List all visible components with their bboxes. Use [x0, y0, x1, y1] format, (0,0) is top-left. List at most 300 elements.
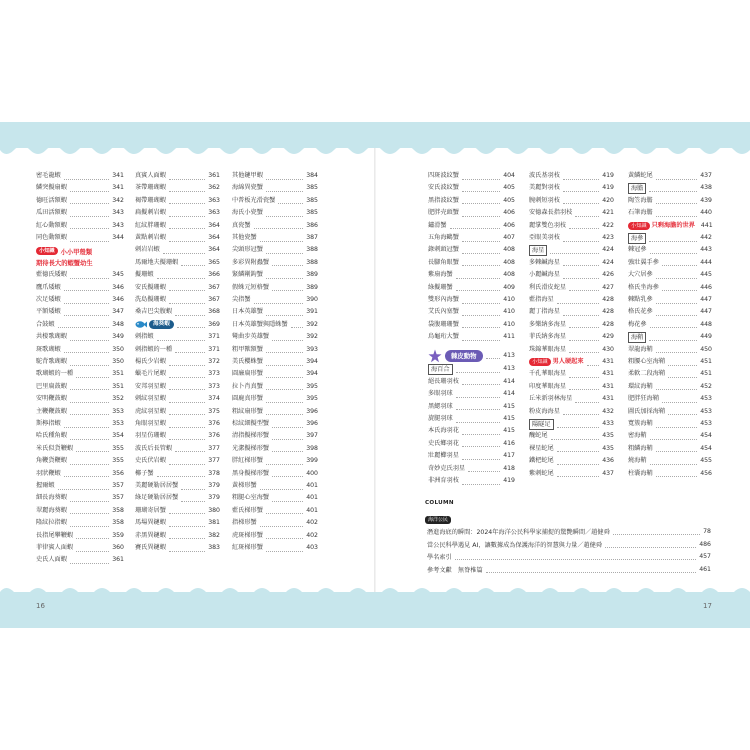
knowledge-section	[36, 245, 92, 257]
leader-dots	[169, 520, 205, 527]
entry-page: 364	[208, 221, 220, 229]
leader-dots	[260, 235, 303, 242]
index-entry	[529, 406, 614, 418]
leader-dots	[175, 445, 205, 452]
index-entry	[232, 182, 318, 194]
leader-dots	[169, 532, 205, 539]
index-entry	[135, 418, 220, 430]
leader-dots	[266, 359, 303, 366]
index-entry	[36, 443, 124, 455]
entry-name: 角鞭貨鞭蝦	[36, 457, 67, 465]
entry-name: 角眼羽星蝦	[135, 420, 166, 427]
entry-page: 420	[602, 196, 614, 204]
entry-name: 錄刺頭冠蟹	[428, 246, 459, 254]
entry-page: 431	[602, 395, 614, 403]
leader-dots	[266, 247, 303, 254]
entry-name: 旋腿羽球	[428, 415, 453, 423]
entry-name: 光潔擬梯形蟹	[232, 444, 270, 452]
index-entry	[529, 381, 614, 393]
entry-page: 435	[602, 444, 614, 452]
index-entry	[135, 480, 220, 492]
entry-name: 瓜田活額蝦	[36, 209, 67, 217]
leader-dots	[569, 371, 599, 378]
leader-dots	[266, 173, 303, 180]
page-number-left: 16	[36, 602, 45, 610]
entry-name: 五角海鷗蟹	[428, 234, 459, 241]
entry-page: 428	[602, 296, 614, 303]
entry-name: 粗腰心室海鞘	[628, 358, 666, 365]
entry-name: 棘點乳參	[628, 296, 653, 303]
entry-name: 圓鹿真形蟹	[232, 395, 263, 403]
entry-page: 435	[602, 432, 614, 440]
leader-dots	[563, 408, 599, 415]
leader-dots	[58, 321, 110, 328]
leader-dots	[272, 445, 303, 452]
leader-dots	[70, 197, 109, 204]
entry-name: 粗紋扇形蟹	[232, 407, 263, 415]
leader-dots	[70, 210, 109, 217]
leader-dots	[70, 272, 109, 279]
entry-page: 382	[208, 531, 220, 539]
entry-page: 415	[503, 415, 515, 423]
leader-dots	[563, 197, 599, 204]
leader-dots	[157, 272, 206, 279]
category-entry	[529, 244, 614, 256]
leader-dots	[575, 396, 599, 403]
entry-page: 416	[503, 439, 515, 447]
leader-dots	[266, 210, 303, 217]
leader-dots	[70, 383, 109, 390]
entry-name: 刺指蝦的一種	[135, 345, 173, 353]
index-entry	[135, 282, 220, 294]
leader-dots	[76, 545, 109, 552]
entry-page: 408	[503, 246, 515, 254]
leader-dots	[455, 553, 696, 560]
index-entry	[628, 294, 712, 306]
entry-name: 綠足硬勒居居蟹	[135, 494, 179, 502]
leader-dots	[70, 557, 109, 564]
entry-page: 455	[700, 457, 712, 465]
leader-dots	[70, 495, 109, 502]
leader-dots	[169, 458, 205, 465]
entry-name: 同色動額蝦	[36, 234, 67, 241]
entry-page: 343	[112, 209, 124, 217]
entry-name: 虎紋羽星蝦	[135, 407, 166, 415]
entry-page: 454	[700, 444, 712, 452]
leader-dots	[462, 378, 500, 385]
entry-page: 424	[602, 246, 614, 254]
entry-page: 453	[700, 407, 712, 415]
entry-name: 柱囊海鞘	[628, 469, 653, 477]
leader-dots	[181, 495, 205, 502]
entry-name: 尖頭形冠蟹	[232, 246, 263, 254]
entry-page: 445	[700, 271, 712, 279]
entry-page: 369	[208, 320, 220, 328]
index-entry	[428, 376, 515, 388]
leader-dots	[272, 421, 303, 428]
leader-dots	[254, 297, 304, 304]
entry-page: 413	[503, 365, 515, 373]
category-label: 海星	[529, 245, 547, 256]
entry-page: 396	[306, 420, 318, 427]
leader-dots	[64, 470, 109, 477]
index-entry	[428, 182, 515, 194]
leader-dots	[175, 309, 205, 316]
index-entry	[135, 257, 220, 269]
entry-page: 374	[208, 395, 220, 403]
entry-name: 其他瓷蟹	[232, 234, 257, 241]
leader-dots	[169, 197, 205, 204]
leader-dots	[662, 284, 697, 291]
leader-dots	[613, 528, 700, 535]
leader-dots	[181, 259, 205, 266]
entry-name: 德旺活額蝦	[36, 196, 67, 204]
index-entry	[135, 517, 220, 529]
entry-name: 藍氏梯形蟹	[232, 506, 263, 514]
fish-icon	[135, 320, 147, 329]
leader-dots	[557, 297, 599, 304]
entry-page: 377	[208, 444, 220, 452]
entry-page: 373	[208, 382, 220, 390]
column-entry	[427, 525, 711, 537]
leader-dots	[169, 545, 205, 552]
entry-name: 安邦羽星蝦	[135, 382, 166, 390]
entry-page: 401	[306, 482, 318, 489]
entry-page: 432	[602, 407, 614, 415]
entry-name: 紫扇海蟹	[428, 271, 453, 279]
leader-dots	[58, 483, 110, 490]
index-entry	[529, 294, 614, 306]
column-entry-text: 參考文獻 無脊椎篇	[427, 566, 483, 574]
entry-name: 美氏櫻蛛蟹	[232, 358, 263, 365]
index-entry	[628, 443, 712, 455]
index-entry	[232, 195, 318, 207]
entry-page: 428	[602, 308, 614, 316]
index-entry	[232, 331, 318, 343]
leader-dots	[169, 421, 205, 428]
leader-dots	[266, 346, 303, 353]
leader-dots	[563, 309, 599, 316]
entry-page: 342	[112, 196, 124, 204]
index-entry	[529, 430, 614, 442]
leader-dots	[462, 197, 500, 204]
leader-dots	[462, 428, 500, 435]
entry-page: 346	[112, 296, 124, 303]
entry-name: 多彩異附蟲蟹	[232, 258, 270, 266]
leader-dots	[462, 440, 500, 447]
leader-dots	[656, 173, 697, 180]
leader-dots	[266, 309, 303, 316]
index-entry	[428, 306, 515, 318]
leader-dots	[456, 272, 500, 279]
entry-page: 411	[503, 333, 515, 341]
entry-page: 388	[306, 246, 318, 254]
index-entry	[428, 232, 515, 244]
leader-dots	[462, 309, 500, 316]
leader-dots	[462, 478, 500, 485]
index-entry	[36, 195, 124, 207]
index-entry	[232, 480, 318, 492]
index-entry	[135, 381, 220, 393]
leader-dots	[563, 259, 599, 266]
index-entry	[36, 368, 124, 380]
index-entry	[232, 282, 318, 294]
entry-name: 烏龜珩大蟹	[428, 333, 459, 341]
entry-page: 453	[700, 420, 712, 427]
entry-page: 372	[208, 358, 220, 365]
leader-dots	[462, 247, 500, 254]
entry-name: 椰子蟹	[135, 469, 154, 477]
entry-name: 黃點刺岩蝦	[135, 234, 166, 241]
entry-page: 442	[700, 234, 712, 241]
index-entry	[135, 220, 220, 232]
entry-page: 447	[700, 308, 712, 316]
index-entry	[36, 530, 124, 542]
index-entry	[232, 418, 318, 430]
entry-page: 443	[700, 246, 712, 254]
index-entry	[428, 207, 515, 219]
entry-page: 447	[700, 296, 712, 303]
entry-name: 尖指蟹	[232, 296, 251, 303]
column-sub-label: 海洋公民	[425, 516, 451, 524]
entry-name: 安氏擬珊蝦	[135, 283, 166, 291]
index-entry	[628, 468, 712, 480]
index-entry	[628, 195, 712, 207]
entry-name: 非洲育羽枝	[428, 477, 459, 485]
leader-dots	[169, 433, 205, 440]
entry-name: 裸星蛇尾	[529, 444, 554, 452]
leader-dots	[456, 403, 500, 410]
leader-dots	[169, 210, 205, 217]
leader-dots	[169, 371, 205, 378]
entry-name: 米氏似貨鞭蝦	[36, 444, 74, 452]
entry-name: 洗島擬珊蝦	[135, 296, 166, 303]
leader-dots	[70, 235, 109, 242]
leader-dots	[272, 284, 303, 291]
leader-dots	[456, 366, 501, 373]
entry-page: 437	[700, 172, 712, 179]
entry-name: 細長海葵蝦	[36, 494, 67, 502]
leader-dots	[266, 532, 303, 539]
leader-dots	[550, 247, 599, 254]
entry-page: 351	[112, 382, 124, 390]
entry-name: 燒海鞘	[628, 457, 647, 465]
entry-page: 364	[208, 234, 220, 241]
entry-page: 361	[112, 556, 124, 564]
index-entry	[232, 443, 318, 455]
index-entry	[232, 542, 318, 554]
entry-name: 珊瑚寄居蟹	[135, 506, 166, 514]
leader-dots	[656, 470, 697, 477]
section-header-echinoderms	[428, 348, 515, 364]
leader-dots	[650, 247, 698, 254]
entry-name: 史氏人面蝦	[36, 556, 67, 564]
entry-name: 羽星仿珊蝦	[135, 432, 166, 440]
entry-page: 363	[208, 196, 220, 204]
index-entry	[428, 269, 515, 281]
index-entry	[36, 418, 124, 430]
book-gutter	[374, 148, 376, 592]
index-entry	[628, 244, 712, 256]
index-entry	[529, 257, 614, 269]
entry-page: 419	[602, 172, 614, 179]
leader-dots	[76, 445, 109, 452]
entry-page: 401	[306, 506, 318, 514]
entry-name: 綠擬珊蟹	[428, 283, 453, 291]
knowledge-title: 男人硬起來	[552, 358, 584, 365]
leader-dots	[157, 470, 206, 477]
index-entry	[628, 170, 712, 182]
leader-dots	[70, 222, 109, 229]
leader-dots	[169, 235, 205, 242]
leader-dots	[169, 507, 205, 514]
index-entry	[529, 331, 614, 343]
index-entry	[232, 207, 318, 219]
index-entry	[628, 406, 712, 418]
index-entry	[36, 269, 124, 281]
entry-page: 379	[208, 494, 220, 502]
entry-name: 日本英雄蟹與隱蛛蟹	[232, 320, 288, 328]
entry-page: 362	[208, 184, 220, 192]
leader-dots	[656, 210, 697, 217]
entry-page: 405	[503, 196, 515, 204]
category-label: 海膽	[628, 183, 646, 194]
index-entry	[36, 282, 124, 294]
index-entry	[232, 381, 318, 393]
entry-name: 桑吉巴尖腹蝦	[135, 308, 173, 316]
entry-page: 408	[503, 271, 515, 279]
entry-name: 駝背歌瑚蝦	[36, 358, 67, 365]
bottom-decor-band	[0, 592, 750, 628]
index-entry	[428, 438, 515, 450]
index-entry	[529, 344, 614, 356]
starfish-icon	[428, 349, 442, 363]
entry-page: 410	[503, 296, 515, 303]
entry-name: 安氏波紋蟹	[428, 184, 459, 192]
index-entry	[36, 505, 124, 517]
entry-name: 麗掌雙色羽枝	[529, 221, 567, 229]
entry-page: 367	[208, 283, 220, 291]
leader-dots	[575, 210, 599, 217]
entry-name: 奇妙克氏羽星	[428, 464, 466, 472]
leader-dots	[587, 359, 600, 366]
entry-name: 茶帶珊瑚蝦	[135, 184, 166, 192]
entry-name: 多棘鹹海星	[529, 258, 560, 266]
index-entry	[529, 368, 614, 380]
index-entry	[628, 455, 712, 467]
entry-name: 麗丁指海星	[529, 308, 560, 316]
index-entry	[36, 430, 124, 442]
entry-name: 丘米新羽林海星	[529, 395, 573, 403]
leader-dots	[605, 541, 696, 548]
index-entry	[36, 381, 124, 393]
leader-dots	[468, 465, 500, 472]
entry-page: 414	[503, 390, 515, 398]
leader-dots	[557, 458, 599, 465]
index-entry	[232, 530, 318, 542]
leader-dots	[266, 396, 303, 403]
index-entry	[232, 232, 318, 244]
entry-page: 408	[503, 258, 515, 266]
leader-dots	[169, 359, 205, 366]
index-entry	[232, 468, 318, 480]
index-entry	[529, 269, 614, 281]
leader-dots	[563, 185, 599, 192]
entry-page: 350	[112, 358, 124, 365]
entry-name: 中普板光滑瓷蟹	[232, 196, 276, 204]
leader-dots	[649, 235, 697, 242]
index-entry	[135, 170, 220, 182]
leader-dots	[662, 396, 697, 403]
index-entry	[36, 406, 124, 418]
leader-dots	[254, 222, 304, 229]
entry-page: 353	[112, 407, 124, 415]
column-entry-text: 學名索引	[427, 553, 452, 561]
index-entry	[135, 393, 220, 405]
leader-dots	[462, 210, 500, 217]
leader-dots	[70, 185, 109, 192]
entry-page: 389	[306, 283, 318, 291]
leader-dots	[650, 458, 698, 465]
entry-name: 菲氏納多海星	[529, 333, 567, 341]
entry-name: 黑指波紋蟹	[428, 196, 459, 204]
entry-page: 456	[700, 469, 712, 477]
entry-name: 翠麗海葵蝦	[36, 506, 67, 514]
entry-name: 史氏鄉羽花	[428, 439, 459, 447]
entry-page: 394	[306, 370, 318, 378]
entry-page: 358	[112, 506, 124, 514]
entry-page: 421	[602, 209, 614, 217]
entry-page: 419	[602, 184, 614, 192]
entry-name: 隆紋拉指蝦	[36, 519, 67, 527]
entry-name: 醜蛇尾	[529, 432, 548, 440]
index-entry	[232, 492, 318, 504]
leader-dots	[64, 284, 109, 291]
entry-page: 387	[306, 234, 318, 241]
entry-name: 格氏花參	[628, 308, 653, 316]
entry-name: 寬簇海鞘	[628, 420, 653, 427]
entry-name: 長指尾攀鞭蝦	[36, 531, 74, 539]
entry-page: 343	[112, 221, 124, 229]
column-entry	[427, 563, 711, 575]
entry-page: 341	[112, 184, 124, 192]
leader-dots	[569, 334, 599, 341]
index-entry	[428, 319, 515, 331]
category-entry	[428, 363, 515, 375]
entry-name: 本氏海羽花	[428, 427, 459, 435]
leader-dots	[266, 185, 303, 192]
entry-name: 史氏伏岩蝦	[135, 457, 166, 465]
knowledge-entry	[529, 356, 614, 368]
entry-page: 414	[503, 377, 515, 385]
entry-page: 360	[112, 544, 124, 551]
index-entry	[428, 195, 515, 207]
index-entry	[428, 475, 515, 487]
entry-page: 378	[208, 469, 220, 477]
index-entry	[232, 170, 318, 182]
index-entry	[135, 269, 220, 281]
entry-name: 千孔華眼海星	[529, 370, 567, 378]
leader-dots	[163, 247, 205, 254]
entry-name: 強壯翼手參	[628, 258, 659, 266]
entry-page: 406	[503, 209, 515, 217]
index-entry	[135, 294, 220, 306]
entry-name: 握爾蝦	[36, 482, 55, 489]
leader-dots	[649, 334, 697, 341]
entry-name: 海綿異瓷蟹	[232, 184, 263, 192]
entry-page: 376	[208, 420, 220, 427]
entry-name: 袋腹珊珊蟹	[428, 320, 459, 328]
